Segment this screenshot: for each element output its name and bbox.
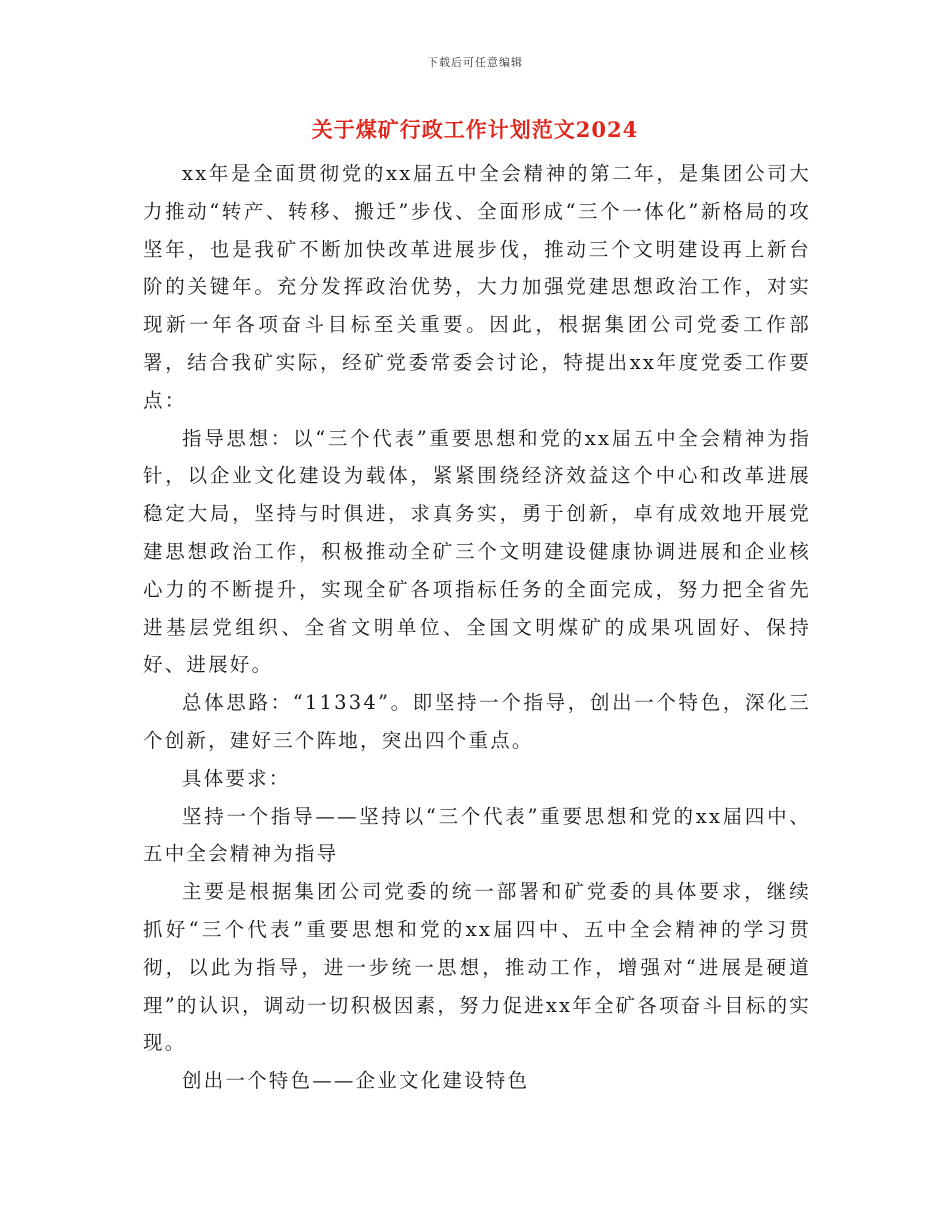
paragraph-one-guidance: 坚持一个指导——坚持以“三个代表”重要思想和党的xx届四中、五中全会精神为指导 (143, 804, 811, 866)
document-body (143, 155, 811, 1100)
paragraph-one-feature: 创出一个特色——企业文化建设特色 (182, 1069, 530, 1093)
paragraph-intro: xx年是全面贯彻党的xx届五中全会精神的第二年，是集团公司大力推动“转产、转移、搬迁”步伐、全面形成“三个一体化”新格局的攻坚年，也是我矿不断加快改革进展步伐，推动三个文明建设再上新台阶的关键年。充分发挥政治优势，大力加强党建思想政治工作，对实现新一年各项奋斗目标至关重要。因此，根据集团公司党委工作部署，结合我矿实际，经矿党委常委会讨论，特提出xx年度党委工作要点： (143, 162, 811, 412)
paragraph-requirements-heading: 具体要求： (182, 766, 291, 790)
paragraph-overall-approach: 总体思路：“11334”。即坚持一个指导，创出一个特色，深化三个创新，建好三个阵地，突出四个重点。 (143, 691, 811, 752)
document-title: 关于煤矿行政工作计划范文2024 (311, 117, 639, 142)
paragraph-guiding-thought: 指导思想：以“三个代表”重要思想和党的xx届五中全会精神为指针，以企业文化建设为载体，紧紧围绕经济效益这个中心和改革进展稳定大局，坚持与时俱进，求真务实，勇于创新，卓有成效地开展党建思想政治工作，积极推动全矿三个文明建设健康协调进展和企业核心力的不断提升，实现全矿各项指标任务的全面完成，努力把全省先进基层党组织、全省文明单位、全国文明煤矿的成果巩固好、保持好、进展好。 (143, 426, 811, 677)
paragraph-main-content: 主要是根据集团公司党委的统一部署和矿党委的具体要求，继续抓好“三个代表”重要思想和党的xx届四中、五中全会精神的学习贯彻，以此为指导，进一步统一思想，推动工作，增强对“进展是硬道理”的认识，调动一切积极因素，努力促进xx年全矿各项奋斗目标的实现。 (143, 880, 811, 1055)
page-header-note: 下载后可任意编辑 (427, 56, 523, 69)
